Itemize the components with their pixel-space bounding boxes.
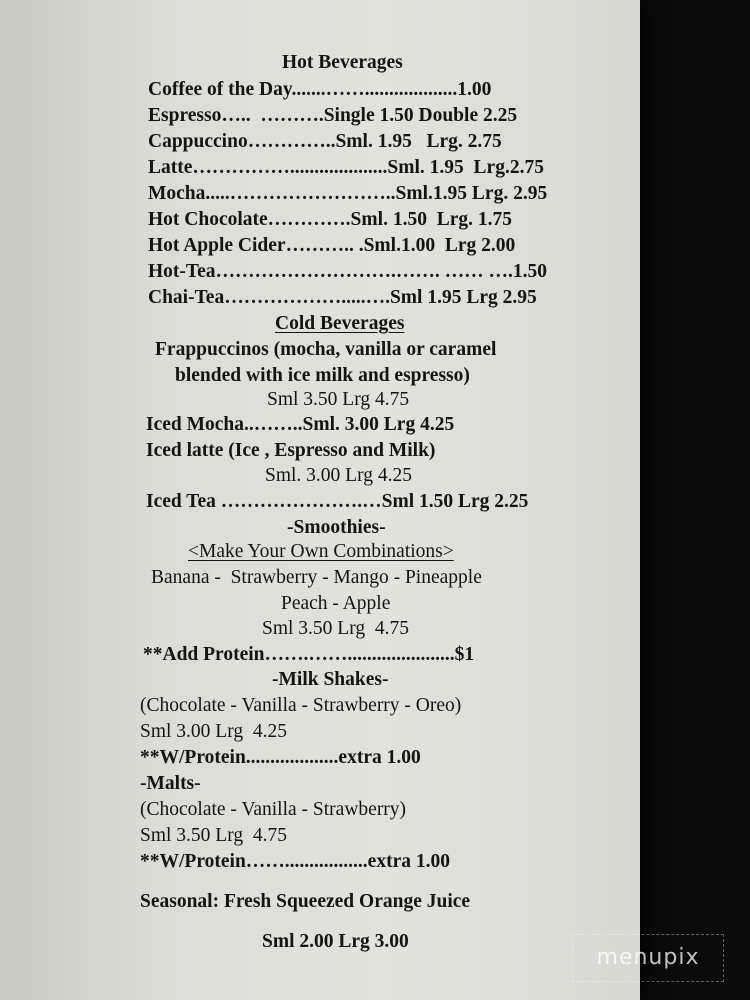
menu-item-cappuccino: Cappuccino…………..Sml. 1.95 Lrg. 2.75 [148, 131, 502, 152]
malts-flavors: (Chocolate - Vanilla - Strawberry) [140, 799, 407, 820]
milk-shakes-flavors: (Chocolate - Vanilla - Strawberry - Oreo) [140, 695, 462, 716]
seasonal-price: Sml 2.00 Lrg 3.00 [262, 931, 409, 952]
seasonal-item: Seasonal: Fresh Squeezed Orange Juice [140, 891, 471, 912]
menu-item-mocha: Mocha.....……………………..Sml.1.95 Lrg. 2.95 [148, 183, 548, 204]
smoothies-price: Sml 3.50 Lrg 4.75 [262, 618, 409, 639]
menu-item-iced-tea: Iced Tea ………………….…Sml 1.50 Lrg 2.25 [146, 491, 529, 512]
malts-protein: **W/Protein…….................extra 1.00 [140, 851, 450, 872]
smoothies-subheading: <Make Your Own Combinations> [188, 541, 454, 562]
hot-beverages-heading: Hot Beverages [282, 52, 403, 73]
add-protein: **Add Protein…….……......................$1 [143, 644, 475, 665]
milk-shakes-price: Sml 3.00 Lrg 4.25 [140, 721, 287, 742]
frappuccino-line-2: blended with ice milk and espresso) [175, 365, 470, 386]
menu-item-iced-mocha: Iced Mocha..……..Sml. 3.00 Lrg 4.25 [146, 414, 455, 435]
cold-beverages-heading: Cold Beverages [275, 313, 405, 334]
malts-price: Sml 3.50 Lrg 4.75 [140, 825, 287, 846]
menu-item-hot-tea: Hot-Tea……………………….……. …… ….1.50 [148, 261, 548, 282]
smoothies-fruits-1: Banana - Strawberry - Mango - Pineapple [151, 567, 482, 588]
menu-item-chai-tea: Chai-Tea……………….....….Sml 1.95 Lrg 2.95 [148, 287, 537, 308]
malts-heading: -Malts- [140, 773, 201, 794]
frappuccino-line-1: Frappuccinos (mocha, vanilla or caramel [155, 339, 497, 360]
menu-item-iced-latte: Iced latte (Ice , Espresso and Milk) [146, 440, 436, 461]
menu-item-latte: Latte……………....................Sml. 1.95 Lrg.2.75 [148, 157, 544, 178]
menu-item-coffee: Coffee of the Day.......……...................1.00 [148, 79, 492, 100]
menu-item-hot-chocolate: Hot Chocolate………….Sml. 1.50 Lrg. 1.75 [148, 209, 512, 230]
menu-item-espresso: Espresso….. ……….Single 1.50 Double 2.25 [148, 105, 518, 126]
smoothies-fruits-2: Peach - Apple [281, 593, 391, 614]
watermark-logo: menupix [572, 934, 724, 982]
frappuccino-price: Sml 3.50 Lrg 4.75 [267, 389, 410, 410]
milk-shakes-heading: -Milk Shakes- [272, 669, 389, 690]
smoothies-heading: -Smoothies- [287, 517, 386, 538]
iced-latte-price: Sml. 3.00 Lrg 4.25 [265, 465, 412, 486]
menu-item-hot-apple-cider: Hot Apple Cider……….. .Sml.1.00 Lrg 2.00 [148, 235, 516, 256]
milk-shakes-protein: **W/Protein...................extra 1.00 [140, 747, 421, 768]
